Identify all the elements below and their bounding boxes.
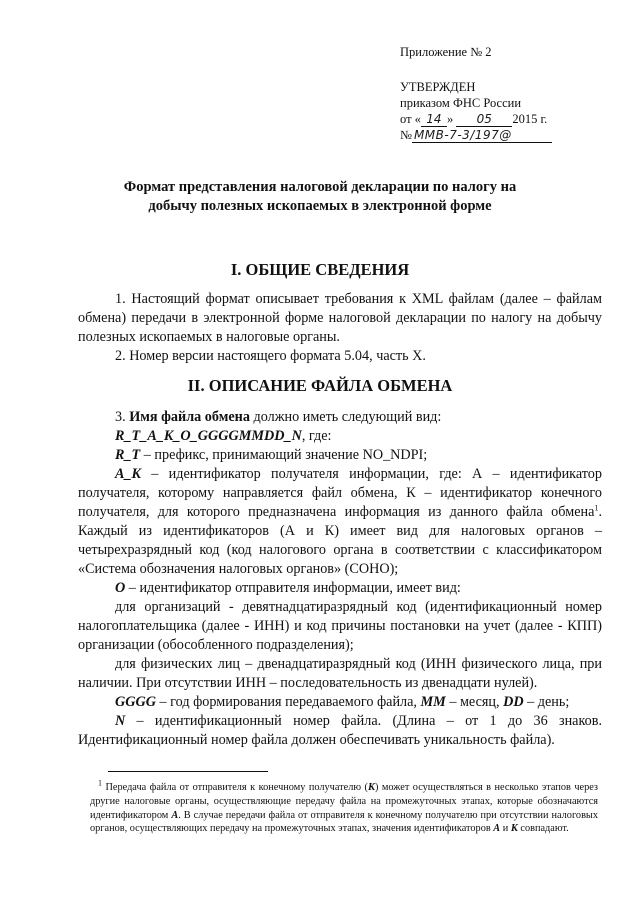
footnote-ref[interactable]: 1 [594,503,599,513]
prefix-line: R_T – префикс, принимающий значение NO_NDPI; [115,447,428,463]
order-number-handwritten: ММВ-7-3/197@ [412,129,552,143]
footnote [90,778,598,836]
footnote-separator [108,771,268,772]
section-2-heading: II. ОПИСАНИЕ ФАЙЛА ОБМЕНА [187,376,453,395]
appendix-label: Приложение № 2 [400,45,492,59]
date-prefix: от « [400,112,421,126]
section-1-body [78,290,602,366]
approved-label: УТВЕРЖДЕН [400,80,476,94]
order-label: приказом ФНС России [400,96,522,110]
organizations-paragraph: для организаций - девятнадцатиразрядный код (идентификационный номер налогоплательщика (далее - ИНН) и код причины постановки на учет (далее - КПП) организации (обособленного подразделения); [78,599,602,653]
date-day-handwritten: 14 [421,113,447,127]
receiver-id-paragraph: A_K – идентификатор получателя информации, где: А – идентификатор получателя, которому направляется файл обмена, К – идентификатор конечного получателя, для которого предназначена информация из данного файла обмена$^1$. Каждый из идентификаторов (А и К) имеет вид для налоговых органов – четырехразрядный код (код налогового органа в соответствии с классификатором «Система обозначения налоговых органов» (СОНО); [78,466,602,577]
date-mid: » [446,112,454,126]
paragraph-1: 1. Настоящий формат описывает требования к XML файлам (далее – файлам обмена) передачи в электронной форме налоговой декларации по налогу на добычу полезных ископаемых в налоговые органы. [78,291,602,345]
approval-stamp [400,44,552,143]
section-1-heading: I. ОБЩИЕ СВЕДЕНИЯ [230,260,410,279]
number-prefix: № [400,128,412,142]
file-number-paragraph: N – идентификационный номер файла. (Длина – от 1 до 36 знаков. Идентификационный номер файла должен обеспечивать уникальность файла). [78,713,602,748]
date-year: 2015 г. [512,112,548,126]
document-title [60,178,580,216]
file-name-term: Имя файла обмена [129,409,250,425]
order-date [400,111,552,127]
title-line-1: Формат представления налоговой декларации по налогу на [123,179,517,195]
footnote-text: $^1$ Передача файла от отправителя к конечному получателю (К) может осуществляться в несколько этапов через другие налоговые органы, осуществляющие передачу файла на промежуточных этапах, которые обозначаются идентификатором А. В случае передачи файла от отправителя к конечному получателю при отсутствии налоговых органов, осуществляющих передачу на промежуточных этапах, значения идентификаторов А и К совпадают. [90,778,598,835]
order-number [400,127,552,143]
file-name-pattern-line: R_T_A_K_O_GGGGMMDD_N, где: [115,428,332,444]
sender-id-line: O – идентификатор отправителя информации, имеет вид: [115,580,461,596]
footnote-mark: 1 [98,778,102,788]
paragraph-2: 2. Номер версии настоящего формата 5.04, часть X. [115,348,426,364]
title-line-2: добычу полезных ископаемых в электронной форме [148,198,492,214]
individuals-paragraph: для физических лиц – двенадцатиразрядный код (ИНН физического лица, при наличии. При отсутствии ИНН – последовательность из двенадцати нулей). [78,656,602,691]
file-name-pattern: R_T_A_K_O_GGGGMMDD_N [115,428,302,444]
section-2-body [78,408,602,750]
date-month-handwritten: 05 [456,113,512,127]
date-fields-paragraph: GGGG – год формирования передаваемого файла, MM – месяц, DD – день; [115,694,570,710]
paragraph-3: 3. Имя файла обмена должно иметь следующий вид: [115,409,442,425]
